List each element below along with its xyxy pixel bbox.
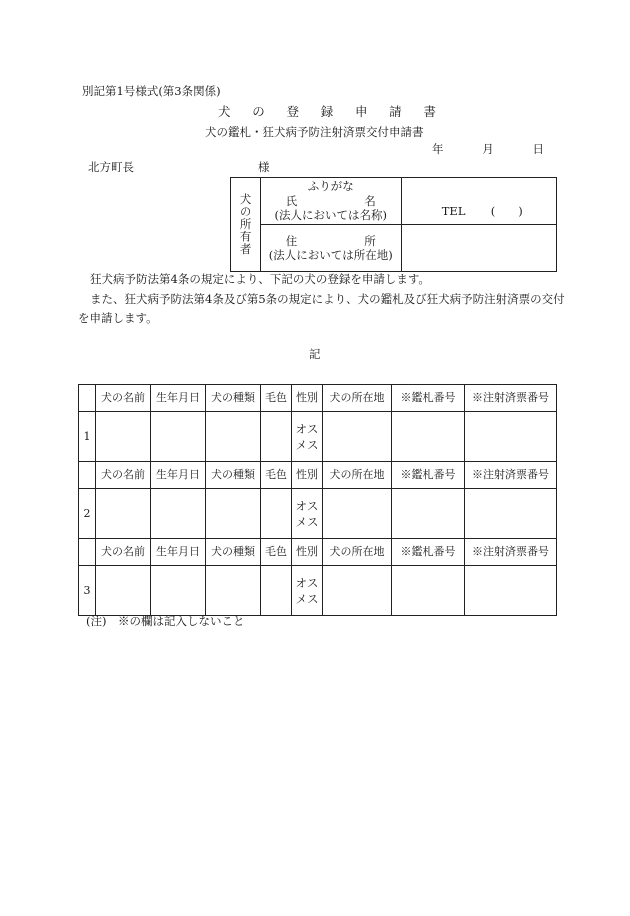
header-birth-date: 生年月日 [151, 462, 206, 489]
dog-row [79, 566, 557, 616]
header-dog-name: 犬の名前 [96, 385, 151, 412]
birth-date-field[interactable] [151, 489, 206, 539]
sex-option-male[interactable]: オス [295, 575, 319, 590]
dog-name-field[interactable] [96, 489, 151, 539]
dog-name-field[interactable] [96, 412, 151, 462]
header-birth-date: 生年月日 [151, 385, 206, 412]
license-number-field [392, 489, 465, 539]
paragraph-issuance: また、狂犬病予防法第4条及び第5条の規定により、犬の鑑札及び狂犬病予防注射済票の交付を申請します。 [78, 292, 565, 325]
owner-address-field[interactable] [401, 225, 556, 272]
header-location: 犬の所在地 [323, 462, 392, 489]
tel-paren: ( ) [490, 203, 523, 218]
ki-marker: 記 [309, 347, 321, 361]
title-char: 登 [286, 104, 299, 119]
honorific: 様 [258, 160, 270, 174]
address-char: 所 [364, 233, 376, 248]
sex-option-male[interactable]: オス [295, 421, 319, 436]
row-index: 1 [79, 412, 96, 462]
tel-label: TEL [441, 203, 466, 218]
dog-row [79, 489, 557, 539]
header-coat-color: 毛色 [261, 462, 292, 489]
dog-header-row [79, 462, 557, 489]
row-index: 2 [79, 489, 96, 539]
coat-color-field[interactable] [261, 566, 292, 616]
header-breed: 犬の種類 [206, 539, 261, 566]
header-breed: 犬の種類 [206, 385, 261, 412]
date-year-label: 年 [432, 142, 444, 156]
header-location: 犬の所在地 [323, 539, 392, 566]
sex-option-female[interactable]: メス [295, 437, 319, 452]
sex-option-male[interactable]: オス [295, 498, 319, 513]
name-char: 名 [364, 193, 376, 208]
owner-name-field[interactable] [401, 178, 556, 225]
breed-field[interactable] [206, 412, 261, 462]
header-birth-date: 生年月日 [151, 539, 206, 566]
coat-color-field[interactable] [261, 489, 292, 539]
header-sex: 性別 [292, 462, 323, 489]
dog-table [78, 384, 557, 616]
address-label [286, 234, 376, 248]
dog-name-field[interactable] [96, 566, 151, 616]
addressee: 北方町長 [88, 160, 134, 174]
address-char: 住 [285, 233, 298, 248]
sex-field[interactable] [292, 412, 323, 462]
license-number-field [392, 566, 465, 616]
location-field[interactable] [323, 412, 392, 462]
header-vaccination-number: ※注射済票番号 [465, 539, 557, 566]
header-location: 犬の所在地 [323, 385, 392, 412]
date-line [432, 144, 544, 156]
title-char: の [252, 104, 265, 119]
header-breed: 犬の種類 [206, 462, 261, 489]
row-index: 3 [79, 566, 96, 616]
header-dog-name: 犬の名前 [96, 462, 151, 489]
header-vaccination-number: ※注射済票番号 [465, 385, 557, 412]
owner-address-label [260, 225, 401, 272]
header-license-number: ※鑑札番号 [392, 385, 465, 412]
header-vaccination-number: ※注射済票番号 [465, 462, 557, 489]
coat-color-field[interactable] [261, 412, 292, 462]
header-coat-color: 毛色 [261, 385, 292, 412]
sex-field[interactable] [292, 566, 323, 616]
footnote: (注) ※の欄は記入しないこと [86, 614, 245, 628]
form-subtitle: 犬の鑑札・狂犬病予防注射済票交付申請書 [205, 125, 424, 139]
header-license-number: ※鑑札番号 [392, 539, 465, 566]
title-char: 申 [354, 104, 368, 119]
furigana-label: ふりがな [307, 179, 354, 194]
title-char: 請 [389, 104, 402, 119]
owner-side-label: 犬の所有者 [231, 178, 261, 272]
index-header-cell [79, 539, 96, 566]
name-note: (法人においては名称) [274, 208, 387, 223]
header-license-number: ※鑑札番号 [392, 462, 465, 489]
paragraph-registration: 狂犬病予防法第4条の規定により、下記の犬の登録を申請します。 [90, 272, 430, 286]
title-char: 書 [423, 104, 436, 119]
vaccination-number-field [465, 489, 557, 539]
location-field[interactable] [323, 566, 392, 616]
dog-header-row [79, 385, 557, 412]
index-header-cell [79, 385, 96, 412]
owner-table [230, 177, 557, 272]
dog-row [79, 412, 557, 462]
sex-field[interactable] [292, 489, 323, 539]
sex-option-female[interactable]: メス [295, 591, 319, 606]
location-field[interactable] [323, 489, 392, 539]
date-day-label: 日 [532, 142, 544, 156]
name-char: 氏 [285, 193, 298, 208]
breed-field[interactable] [206, 489, 261, 539]
title-char: 犬 [218, 104, 231, 119]
header-sex: 性別 [292, 385, 323, 412]
owner-name-label [260, 178, 401, 225]
sex-option-female[interactable]: メス [295, 514, 319, 529]
license-number-field [392, 412, 465, 462]
dog-header-row [79, 539, 557, 566]
name-label [286, 194, 376, 208]
address-note: (法人においては所在地) [268, 248, 393, 262]
birth-date-field[interactable] [151, 412, 206, 462]
title-char: 録 [320, 104, 334, 119]
header-dog-name: 犬の名前 [96, 539, 151, 566]
form-reference: 別記第1号様式(第3条関係) [82, 84, 221, 98]
vaccination-number-field [465, 566, 557, 616]
header-sex: 性別 [292, 539, 323, 566]
birth-date-field[interactable] [151, 566, 206, 616]
date-month-label: 月 [482, 142, 494, 156]
header-coat-color: 毛色 [261, 539, 292, 566]
index-header-cell [79, 462, 96, 489]
vaccination-number-field [465, 412, 557, 462]
form-title [218, 106, 436, 119]
breed-field[interactable] [206, 566, 261, 616]
